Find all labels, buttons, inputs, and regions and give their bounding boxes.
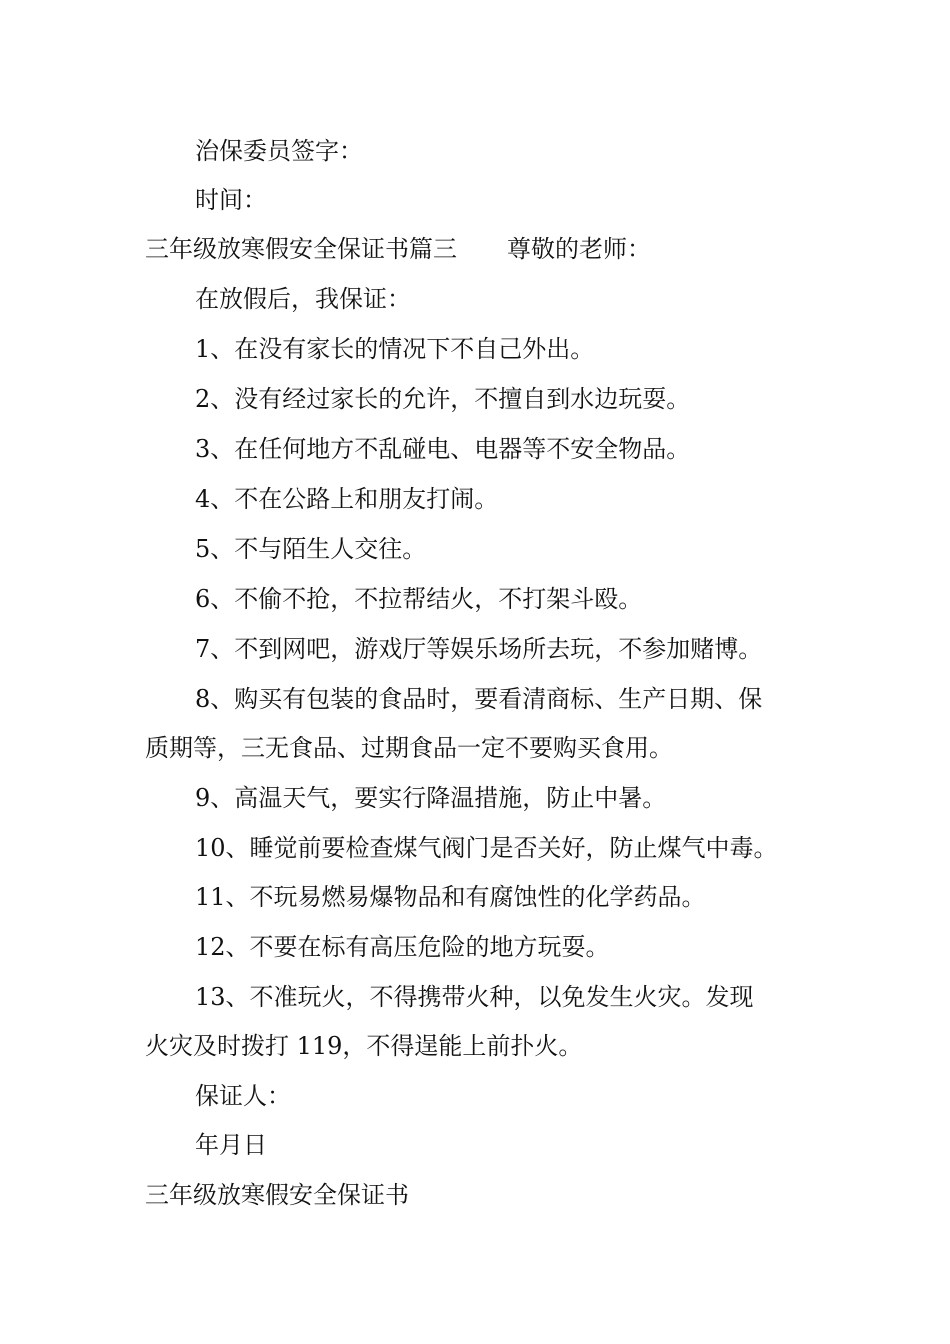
list-item-continuation: 火灾及时拨打 119，不得逞能上前扑火。: [145, 1032, 583, 1060]
list-item: 9、高温天气，要实行降温措施，防止中暑。: [195, 784, 667, 812]
guarantor-label: 保证人：: [195, 1082, 291, 1110]
date-label: 年月日: [195, 1131, 267, 1159]
list-item-continuation: 质期等，三无食品、过期食品一定不要购买食用。: [145, 734, 673, 762]
intro-text: 在放假后，我保证：: [195, 285, 411, 313]
list-item: 5、不与陌生人交往。: [195, 535, 427, 563]
list-item: 7、不到网吧，游戏厅等娱乐场所去玩，不参加赌博。: [195, 635, 763, 663]
list-item: 3、在任何地方不乱碰电、电器等不安全物品。: [195, 435, 691, 463]
section-heading-line: [145, 234, 815, 264]
list-item: 4、不在公路上和朋友打闹。: [195, 485, 499, 513]
list-item: 1、在没有家长的情况下不自己外出。: [195, 335, 595, 363]
footer-title: 三年级放寒假安全保证书: [145, 1181, 409, 1209]
list-item: 6、不偷不抢，不拉帮结火，不打架斗殴。: [195, 585, 643, 613]
time-label: 时间：: [195, 186, 267, 214]
section-title: 三年级放寒假安全保证书篇三: [145, 235, 457, 263]
list-item: 2、没有经过家长的允许，不擅自到水边玩耍。: [195, 385, 691, 413]
list-item: 11、不玩易燃易爆物品和有腐蚀性的化学药品。: [195, 883, 706, 911]
list-item: 13、不准玩火，不得携带火种，以免发生火灾。发现: [195, 983, 754, 1011]
salutation: 尊敬的老师：: [507, 235, 651, 263]
list-item: 10、睡觉前要检查煤气阀门是否关好，防止煤气中毒。: [195, 834, 778, 862]
list-item: 12、不要在标有高压危险的地方玩耍。: [195, 933, 610, 961]
list-item: 8、购买有包装的食品时，要看清商标、生产日期、保: [195, 685, 763, 713]
signature-label: 治保委员签字：: [195, 137, 363, 165]
